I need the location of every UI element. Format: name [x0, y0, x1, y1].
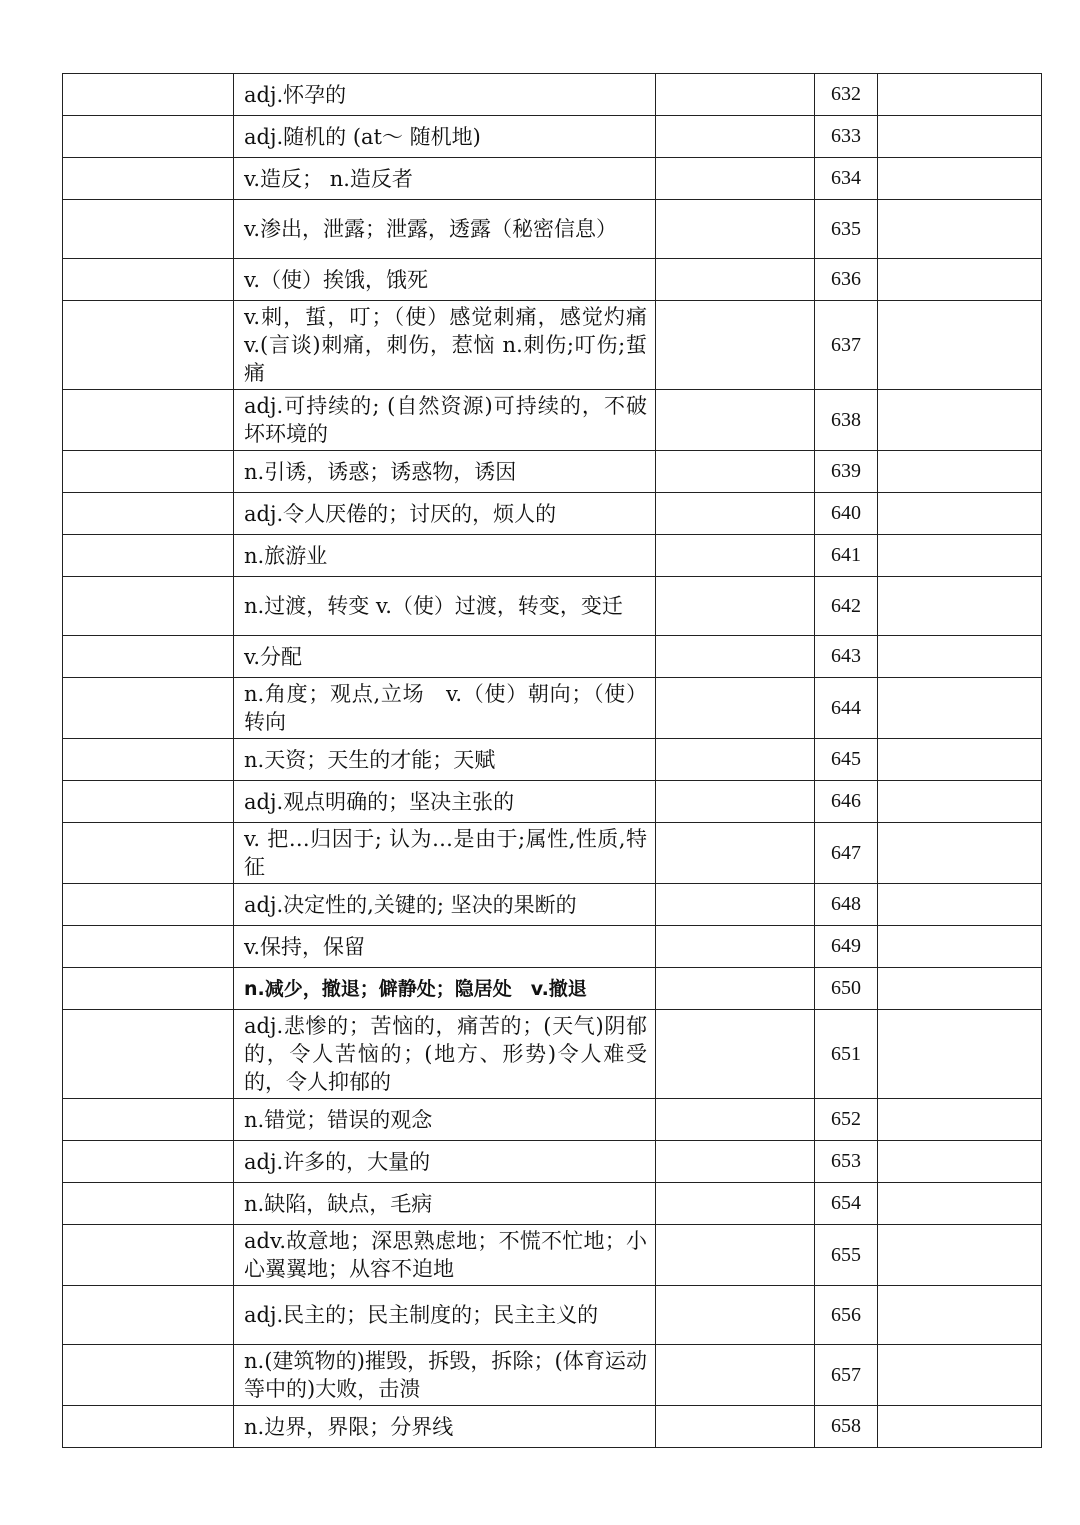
definition-cell: adj.观点明确的；坚决主张的 [234, 781, 656, 823]
word-cell [63, 1141, 234, 1183]
table-row [63, 968, 1042, 1010]
table-row [63, 74, 1042, 116]
number-cell: 637 [815, 301, 878, 390]
blank-cell [878, 1406, 1042, 1448]
number-cell: 643 [815, 636, 878, 678]
blank-cell [656, 116, 815, 158]
number-cell: 648 [815, 884, 878, 926]
table-row [63, 1406, 1042, 1448]
word-cell [63, 493, 234, 535]
table-row [63, 678, 1042, 739]
blank-cell [656, 200, 815, 259]
word-cell [63, 823, 234, 884]
table-row [63, 259, 1042, 301]
table-row [63, 535, 1042, 577]
number-cell: 652 [815, 1099, 878, 1141]
blank-cell [656, 781, 815, 823]
definition-cell: adj.许多的，大量的 [234, 1141, 656, 1183]
word-cell [63, 116, 234, 158]
definition-cell: adj.随机的 (at～ 随机地) [234, 116, 656, 158]
blank-cell [878, 636, 1042, 678]
definition-cell: adj.决定性的,关键的; 坚决的果断的 [234, 884, 656, 926]
word-cell [63, 884, 234, 926]
number-cell: 645 [815, 739, 878, 781]
word-cell [63, 74, 234, 116]
word-cell [63, 1286, 234, 1345]
number-cell: 654 [815, 1183, 878, 1225]
table-row [63, 1010, 1042, 1099]
number-cell: 639 [815, 451, 878, 493]
blank-cell [656, 884, 815, 926]
word-cell [63, 1225, 234, 1286]
blank-cell [878, 200, 1042, 259]
number-cell: 647 [815, 823, 878, 884]
definition-cell: n.错觉；错误的观念 [234, 1099, 656, 1141]
table-row [63, 1225, 1042, 1286]
definition-cell: v.保持，保留 [234, 926, 656, 968]
vocabulary-table [62, 73, 1042, 1448]
word-cell [63, 451, 234, 493]
blank-cell [878, 158, 1042, 200]
blank-cell [656, 535, 815, 577]
blank-cell [656, 451, 815, 493]
table-row [63, 926, 1042, 968]
blank-cell [878, 493, 1042, 535]
table-row [63, 158, 1042, 200]
word-cell [63, 968, 234, 1010]
blank-cell [656, 74, 815, 116]
blank-cell [878, 884, 1042, 926]
definition-cell: adj.怀孕的 [234, 74, 656, 116]
word-cell [63, 1099, 234, 1141]
word-cell [63, 259, 234, 301]
number-cell: 632 [815, 74, 878, 116]
table-row [63, 577, 1042, 636]
word-cell [63, 390, 234, 451]
blank-cell [878, 968, 1042, 1010]
blank-cell [656, 636, 815, 678]
number-cell: 646 [815, 781, 878, 823]
number-cell: 634 [815, 158, 878, 200]
blank-cell [656, 739, 815, 781]
number-cell: 656 [815, 1286, 878, 1345]
blank-cell [878, 535, 1042, 577]
table-row [63, 1141, 1042, 1183]
number-cell: 657 [815, 1345, 878, 1406]
blank-cell [878, 116, 1042, 158]
blank-cell [656, 1286, 815, 1345]
blank-cell [878, 1099, 1042, 1141]
blank-cell [656, 390, 815, 451]
number-cell: 635 [815, 200, 878, 259]
number-cell: 633 [815, 116, 878, 158]
table-row [63, 739, 1042, 781]
blank-cell [656, 1406, 815, 1448]
blank-cell [878, 577, 1042, 636]
table-row [63, 1345, 1042, 1406]
blank-cell [656, 1141, 815, 1183]
number-cell: 640 [815, 493, 878, 535]
definition-cell: v.（使）挨饿，饿死 [234, 259, 656, 301]
blank-cell [656, 1010, 815, 1099]
blank-cell [656, 968, 815, 1010]
blank-cell [656, 1183, 815, 1225]
definition-cell: adj.悲惨的；苦恼的，痛苦的；(天气)阴郁的，令人苦恼的；(地方、形势)令人难受的，令人抑郁的 [234, 1010, 656, 1099]
table-row [63, 1099, 1042, 1141]
table-row [63, 493, 1042, 535]
definition-cell: n.引诱，诱惑；诱惑物，诱因 [234, 451, 656, 493]
word-cell [63, 200, 234, 259]
blank-cell [878, 926, 1042, 968]
blank-cell [878, 1010, 1042, 1099]
number-cell: 651 [815, 1010, 878, 1099]
number-cell: 644 [815, 678, 878, 739]
word-cell [63, 1010, 234, 1099]
number-cell: 636 [815, 259, 878, 301]
table-row [63, 636, 1042, 678]
number-cell: 658 [815, 1406, 878, 1448]
blank-cell [656, 1225, 815, 1286]
word-cell [63, 577, 234, 636]
number-cell: 638 [815, 390, 878, 451]
definition-cell: v.分配 [234, 636, 656, 678]
blank-cell [878, 781, 1042, 823]
definition-cell: n.天资；天生的才能；天赋 [234, 739, 656, 781]
word-cell [63, 926, 234, 968]
table-row [63, 1286, 1042, 1345]
definition-cell: v.刺，蜇，叮；（使）感觉刺痛，感觉灼痛 v.(言谈)刺痛，刺伤，惹恼 n.刺伤;叮伤;蜇痛 [234, 301, 656, 390]
word-cell [63, 1345, 234, 1406]
blank-cell [878, 1345, 1042, 1406]
table-row [63, 823, 1042, 884]
blank-cell [656, 493, 815, 535]
number-cell: 650 [815, 968, 878, 1010]
definition-cell: v.造反； n.造反者 [234, 158, 656, 200]
word-cell [63, 1406, 234, 1448]
definition-cell: n.角度；观点,立场 v.（使）朝向；（使）转向 [234, 678, 656, 739]
blank-cell [878, 451, 1042, 493]
blank-cell [878, 739, 1042, 781]
table-row [63, 884, 1042, 926]
word-cell [63, 739, 234, 781]
definition-cell: n.过渡，转变 v.（使）过渡，转变，变迁 [234, 577, 656, 636]
definition-cell: v.渗出，泄露；泄露，透露（秘密信息） [234, 200, 656, 259]
number-cell: 649 [815, 926, 878, 968]
definition-cell: n.边界，界限；分界线 [234, 1406, 656, 1448]
word-cell [63, 158, 234, 200]
definition-cell: adj.令人厌倦的；讨厌的，烦人的 [234, 493, 656, 535]
number-cell: 655 [815, 1225, 878, 1286]
blank-cell [878, 301, 1042, 390]
blank-cell [878, 1141, 1042, 1183]
definition-cell: adj.可持续的; (自然资源)可持续的，不破坏环境的 [234, 390, 656, 451]
blank-cell [656, 259, 815, 301]
word-cell [63, 301, 234, 390]
blank-cell [878, 74, 1042, 116]
table-row [63, 781, 1042, 823]
definition-cell: n.减少，撤退；僻静处；隐居处 v.撤退 [234, 968, 656, 1010]
blank-cell [878, 1225, 1042, 1286]
table-row [63, 200, 1042, 259]
word-cell [63, 781, 234, 823]
word-cell [63, 636, 234, 678]
blank-cell [656, 577, 815, 636]
table-row [63, 1183, 1042, 1225]
blank-cell [656, 301, 815, 390]
blank-cell [878, 678, 1042, 739]
blank-cell [878, 1183, 1042, 1225]
blank-cell [878, 1286, 1042, 1345]
blank-cell [656, 823, 815, 884]
blank-cell [878, 390, 1042, 451]
word-cell [63, 678, 234, 739]
blank-cell [878, 823, 1042, 884]
table-row [63, 451, 1042, 493]
blank-cell [656, 926, 815, 968]
blank-cell [656, 678, 815, 739]
number-cell: 641 [815, 535, 878, 577]
definition-cell: v. 把…归因于; 认为…是由于;属性,性质,特征 [234, 823, 656, 884]
number-cell: 653 [815, 1141, 878, 1183]
blank-cell [656, 158, 815, 200]
blank-cell [656, 1099, 815, 1141]
number-cell: 642 [815, 577, 878, 636]
word-cell [63, 1183, 234, 1225]
blank-cell [656, 1345, 815, 1406]
blank-cell [878, 259, 1042, 301]
table-row [63, 390, 1042, 451]
definition-cell: adv.故意地；深思熟虑地；不慌不忙地；小心翼翼地；从容不迫地 [234, 1225, 656, 1286]
definition-cell: adj.民主的；民主制度的；民主主义的 [234, 1286, 656, 1345]
definition-cell: n.(建筑物的)摧毁，拆毁，拆除；(体育运动等中的)大败，击溃 [234, 1345, 656, 1406]
definition-cell: n.缺陷，缺点，毛病 [234, 1183, 656, 1225]
definition-cell: n.旅游业 [234, 535, 656, 577]
table-row [63, 116, 1042, 158]
vocabulary-table-body [63, 74, 1042, 1448]
table-row [63, 301, 1042, 390]
word-cell [63, 535, 234, 577]
